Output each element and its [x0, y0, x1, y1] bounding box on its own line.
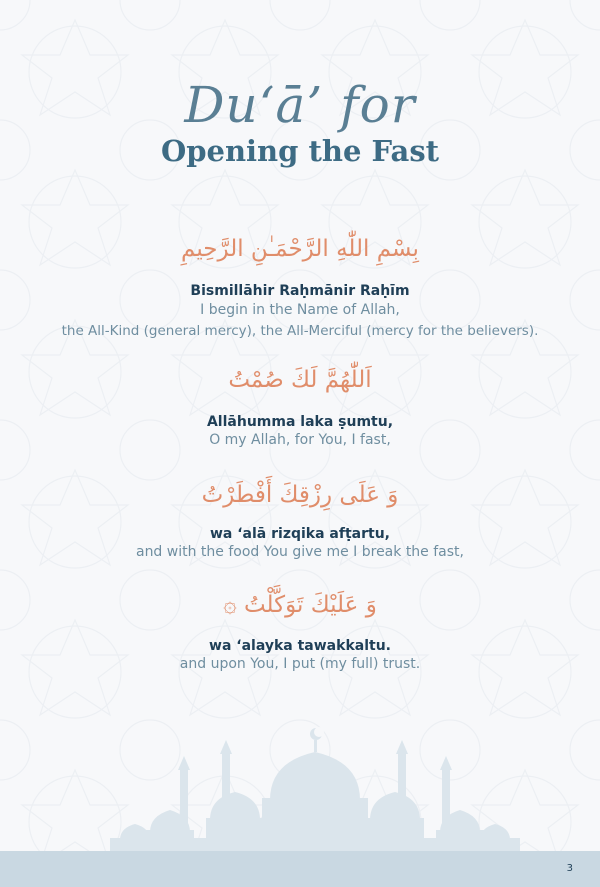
transliteration-1: Bismillāhir Raḥmānir Raḥīm [190, 283, 410, 299]
transliteration-2: Allāhumma laka ṣumtu, [206, 414, 394, 430]
mosque-silhouette [0, 720, 600, 860]
page-title: Opening the Fast [160, 134, 440, 168]
arabic-verse-1: بِسْمِ اللّٰهِ الرَّحْمَـٰنِ الرَّحِيمِ [181, 236, 419, 262]
arabic-verse-2: اَللّٰهُمَّ لَكَ صُمْتُ [228, 367, 372, 393]
transliteration-4: wa ‘alayka tawakkaltu. [209, 638, 391, 654]
meaning-1-line-2: the All-Kind (general mercy), the All-Merciful (mercy for the believers). [61, 323, 539, 339]
meaning-4: and upon You, I put (my full) trust. [179, 656, 421, 672]
meaning-2: O my Allah, for You, I fast, [209, 432, 391, 448]
meaning-1-line-1: I begin in the Name of Allah, [200, 302, 400, 318]
arabic-verse-3: وَ عَلَى رِزْقِكَ أَفْطَرْتُ [201, 482, 399, 508]
page-number: 3 [566, 863, 573, 874]
transliteration-3: wa ‘alā rizqika afṭartu, [209, 526, 390, 542]
arabic-verse-4: وَ عَلَيْكَ تَوَكَّلْتُ ۞ [223, 592, 377, 618]
meaning-3: and with the food You give me I break the fast, [135, 544, 464, 560]
footer-band [0, 851, 600, 887]
title-script-line: Du‘ā’ for [184, 76, 416, 134]
